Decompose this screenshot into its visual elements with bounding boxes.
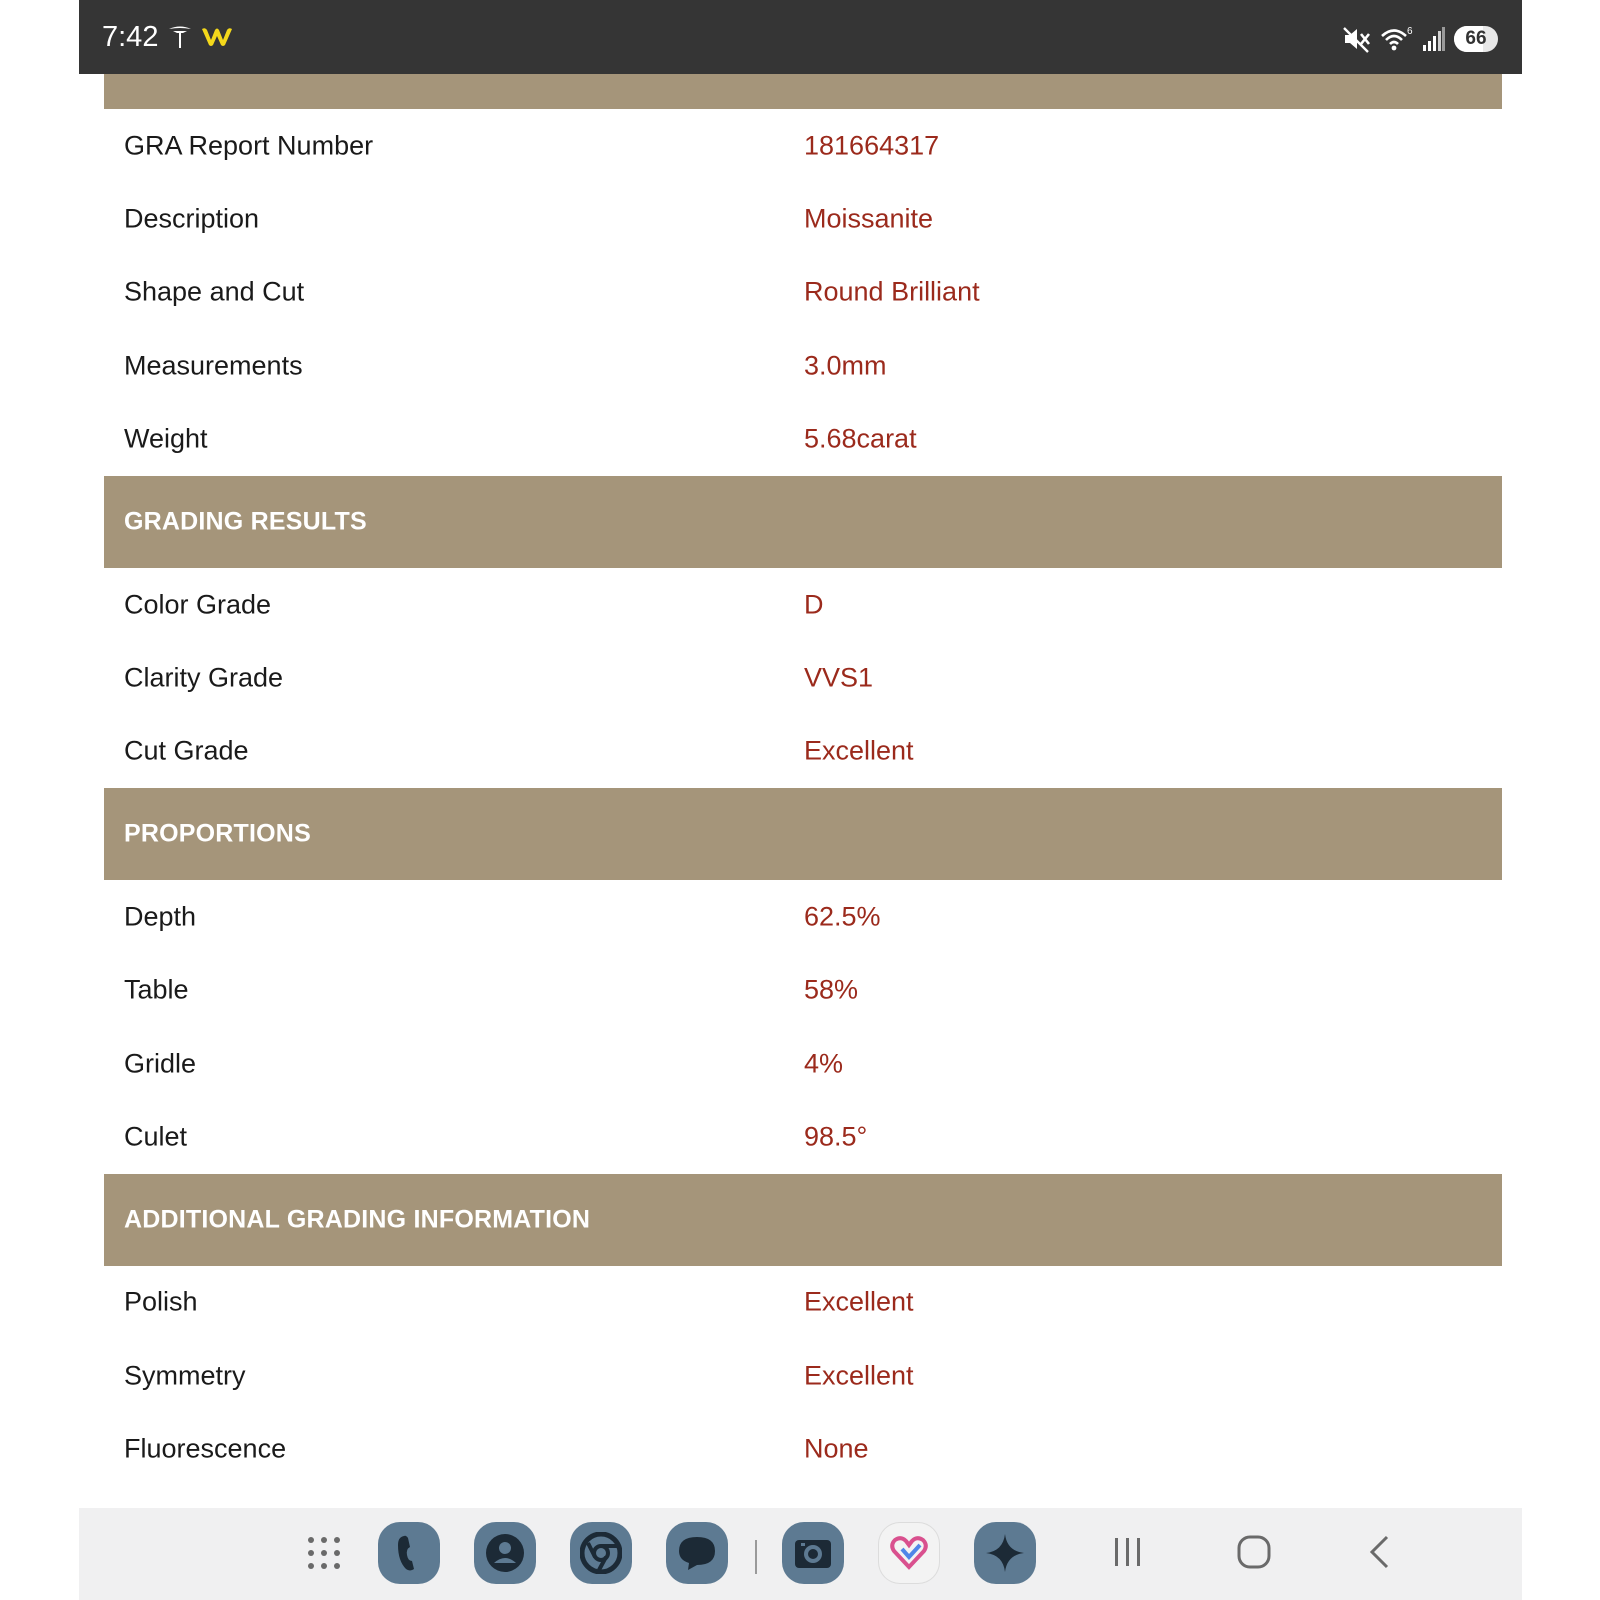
wifi-6-icon — [1380, 25, 1414, 53]
row-value: 4% — [804, 1048, 844, 1079]
back-icon[interactable] — [1365, 1534, 1395, 1570]
row-label: Shape and Cut — [124, 276, 305, 307]
row-label: Gridle — [124, 1048, 197, 1079]
section-title: GRADING RESULTS — [124, 507, 367, 536]
row-value: 58% — [804, 974, 859, 1005]
row-label: Fluorescence — [124, 1433, 287, 1464]
row-label: Weight — [124, 423, 208, 454]
proportions-group — [104, 880, 1502, 1174]
table-row — [104, 1266, 1502, 1339]
basic-info-group — [104, 109, 1502, 476]
table-row — [104, 1412, 1502, 1485]
wifi-superscript: 6 — [1407, 26, 1413, 37]
camera-app-icon[interactable] — [782, 1522, 844, 1584]
additional-grading-group — [104, 1266, 1502, 1486]
battery-percent: 66 — [1465, 28, 1487, 49]
row-value: Round Brilliant — [804, 276, 980, 307]
recents-icon[interactable] — [1111, 1534, 1145, 1570]
status-icons — [1342, 24, 1498, 54]
section-header-proportions — [104, 788, 1502, 880]
messages-app-icon[interactable] — [666, 1522, 728, 1584]
row-value: Excellent — [804, 1286, 914, 1317]
row-label: Polish — [124, 1286, 198, 1317]
table-row — [104, 182, 1502, 255]
row-value: VVS1 — [804, 662, 874, 693]
row-value: D — [804, 589, 824, 620]
phone-app-icon[interactable] — [378, 1522, 440, 1584]
row-value: None — [804, 1433, 869, 1464]
phone-screen — [79, 0, 1522, 1600]
table-row — [104, 954, 1502, 1027]
row-label: Depth — [124, 901, 197, 932]
status-time: 7:42 — [102, 21, 159, 53]
table-row — [104, 880, 1502, 953]
table-row — [104, 109, 1502, 182]
row-label: Measurements — [124, 350, 303, 381]
chrome-app-icon[interactable] — [570, 1522, 632, 1584]
navigation-dock-bar — [79, 1508, 1522, 1600]
row-label: Culet — [124, 1121, 188, 1152]
health-app-icon[interactable] — [878, 1522, 940, 1584]
row-value: Excellent — [804, 735, 914, 766]
table-row — [104, 1100, 1502, 1173]
table-row — [104, 1339, 1502, 1412]
home-icon[interactable] — [1236, 1534, 1272, 1570]
report-table — [104, 74, 1502, 1486]
section-title: PROPORTIONS — [124, 819, 311, 848]
apps-grid-icon[interactable] — [307, 1536, 341, 1570]
table-row — [104, 568, 1502, 641]
row-value: 98.5° — [804, 1121, 868, 1152]
row-label: GRA Report Number — [124, 130, 374, 161]
w-icon — [201, 26, 233, 48]
mute-icon — [1342, 25, 1372, 53]
row-label: Color Grade — [124, 589, 272, 620]
gemini-app-icon[interactable] — [974, 1522, 1036, 1584]
section-header-additional-grading — [104, 1174, 1502, 1266]
row-label: Symmetry — [124, 1360, 246, 1391]
row-value: 181664317 — [804, 130, 940, 161]
table-row — [104, 329, 1502, 402]
row-value: Excellent — [804, 1360, 914, 1391]
top-section-band — [104, 74, 1502, 109]
dock-divider — [755, 1540, 757, 1574]
status-bar — [79, 0, 1522, 74]
table-row — [104, 1027, 1502, 1100]
signal-icon — [1422, 26, 1446, 52]
row-label: Clarity Grade — [124, 662, 284, 693]
row-label: Cut Grade — [124, 735, 249, 766]
row-label: Table — [124, 974, 189, 1005]
table-row — [104, 641, 1502, 714]
table-row — [104, 256, 1502, 329]
table-row — [104, 403, 1502, 476]
battery-icon — [1454, 26, 1498, 52]
section-header-grading-results — [104, 476, 1502, 568]
row-value: Moissanite — [804, 203, 934, 234]
row-value: 5.68carat — [804, 423, 917, 454]
contacts-app-icon[interactable] — [474, 1522, 536, 1584]
section-title: ADDITIONAL GRADING INFORMATION — [124, 1205, 591, 1234]
table-row — [104, 715, 1502, 788]
row-label: Description — [124, 203, 260, 234]
grading-results-group — [104, 568, 1502, 788]
tesla-icon — [167, 24, 193, 50]
row-value: 62.5% — [804, 901, 881, 932]
row-value: 3.0mm — [804, 350, 887, 381]
